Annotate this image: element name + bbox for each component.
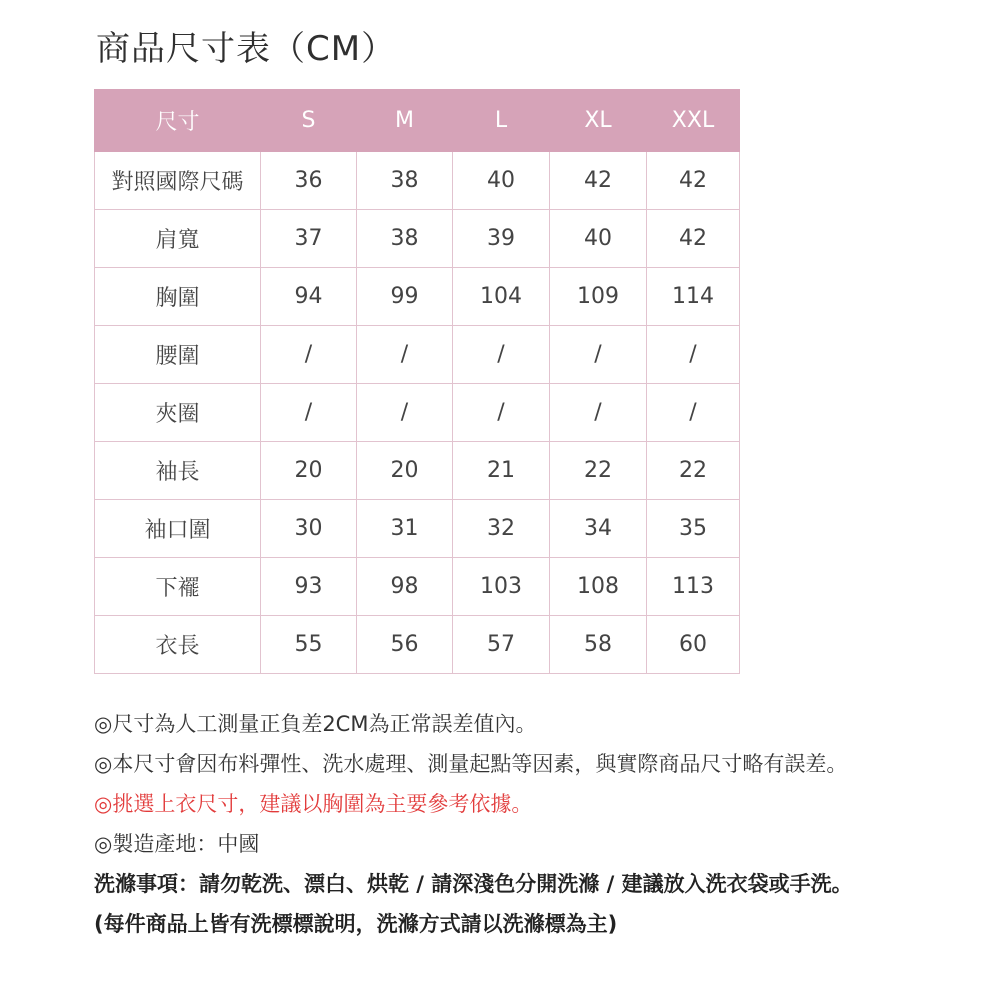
- table-cell: 60: [647, 616, 740, 674]
- row-label: 胸圍: [95, 268, 261, 326]
- table-cell: 31: [357, 500, 453, 558]
- note-origin: ◎製造產地：中國: [94, 832, 260, 856]
- header-cell-xl: XL: [550, 90, 647, 152]
- table-row: [95, 268, 740, 326]
- row-label: 下襬: [95, 558, 261, 616]
- table-cell: 42: [647, 210, 740, 268]
- table-row: [95, 384, 740, 442]
- header-cell-m: M: [357, 90, 453, 152]
- row-label: 腰圍: [95, 326, 261, 384]
- table-cell: /: [647, 384, 740, 442]
- table-cell: 37: [261, 210, 357, 268]
- table-row: [95, 210, 740, 268]
- row-label: 袖長: [95, 442, 261, 500]
- table-cell: /: [550, 326, 647, 384]
- table-cell: /: [647, 326, 740, 384]
- table-cell: 98: [357, 558, 453, 616]
- table-cell: 93: [261, 558, 357, 616]
- table-cell: 55: [261, 616, 357, 674]
- table-cell: 38: [357, 152, 453, 210]
- header-cell-l: L: [453, 90, 550, 152]
- table-cell: 114: [647, 268, 740, 326]
- table-cell: 42: [647, 152, 740, 210]
- table-row: [95, 442, 740, 500]
- table-cell: 42: [550, 152, 647, 210]
- table-row: [95, 326, 740, 384]
- table-cell: 32: [453, 500, 550, 558]
- header-cell-xxl: XXL: [647, 90, 740, 152]
- note-fabric-variance: ◎本尺寸會因布料彈性、洗水處理、測量起點等因素，與實際商品尺寸略有誤差。: [94, 752, 848, 776]
- row-label: 夾圈: [95, 384, 261, 442]
- table-cell: 56: [357, 616, 453, 674]
- table-row: [95, 616, 740, 674]
- care-label-note: (每件商品上皆有洗標標說明，洗滌方式請以洗滌標為主): [94, 912, 618, 936]
- table-cell: 99: [357, 268, 453, 326]
- table-cell: 39: [453, 210, 550, 268]
- table-cell: 22: [647, 442, 740, 500]
- table-cell: 34: [550, 500, 647, 558]
- row-label: 肩寬: [95, 210, 261, 268]
- note-size-advice: ◎挑選上衣尺寸，建議以胸圍為主要參考依據。: [94, 792, 533, 816]
- table-cell: 21: [453, 442, 550, 500]
- table-cell: /: [261, 326, 357, 384]
- table-header-row: [95, 90, 740, 152]
- table-cell: /: [261, 384, 357, 442]
- table-cell: 36: [261, 152, 357, 210]
- row-label: 衣長: [95, 616, 261, 674]
- row-label: 袖口圍: [95, 500, 261, 558]
- table-cell: /: [357, 326, 453, 384]
- table-cell: 38: [357, 210, 453, 268]
- care-instructions: 洗滌事項：請勿乾洗、漂白、烘乾 / 請深淺色分開洗滌 / 建議放入洗衣袋或手洗。: [94, 872, 853, 896]
- table-cell: /: [550, 384, 647, 442]
- table-cell: 35: [647, 500, 740, 558]
- table-cell: 113: [647, 558, 740, 616]
- table-cell: 57: [453, 616, 550, 674]
- page-title: 商品尺寸表（CM）: [96, 29, 397, 69]
- table-row: [95, 152, 740, 210]
- table-cell: 58: [550, 616, 647, 674]
- header-cell-s: S: [261, 90, 357, 152]
- table-cell: 103: [453, 558, 550, 616]
- table-cell: 22: [550, 442, 647, 500]
- table-cell: 104: [453, 268, 550, 326]
- table-cell: 109: [550, 268, 647, 326]
- row-label: 對照國際尺碼: [95, 152, 261, 210]
- size-table: [94, 89, 740, 674]
- note-measurement-error: ◎尺寸為人工測量正負差2CM為正常誤差值內。: [94, 712, 537, 736]
- table-cell: /: [357, 384, 453, 442]
- table-cell: 40: [550, 210, 647, 268]
- table-cell: 94: [261, 268, 357, 326]
- table-row: [95, 558, 740, 616]
- table-cell: 20: [357, 442, 453, 500]
- table-cell: 40: [453, 152, 550, 210]
- table-row: [95, 500, 740, 558]
- table-cell: 30: [261, 500, 357, 558]
- header-cell-size: 尺寸: [95, 90, 261, 152]
- table-cell: /: [453, 384, 550, 442]
- table-cell: 20: [261, 442, 357, 500]
- table-cell: /: [453, 326, 550, 384]
- notes-section: [94, 704, 994, 944]
- table-cell: 108: [550, 558, 647, 616]
